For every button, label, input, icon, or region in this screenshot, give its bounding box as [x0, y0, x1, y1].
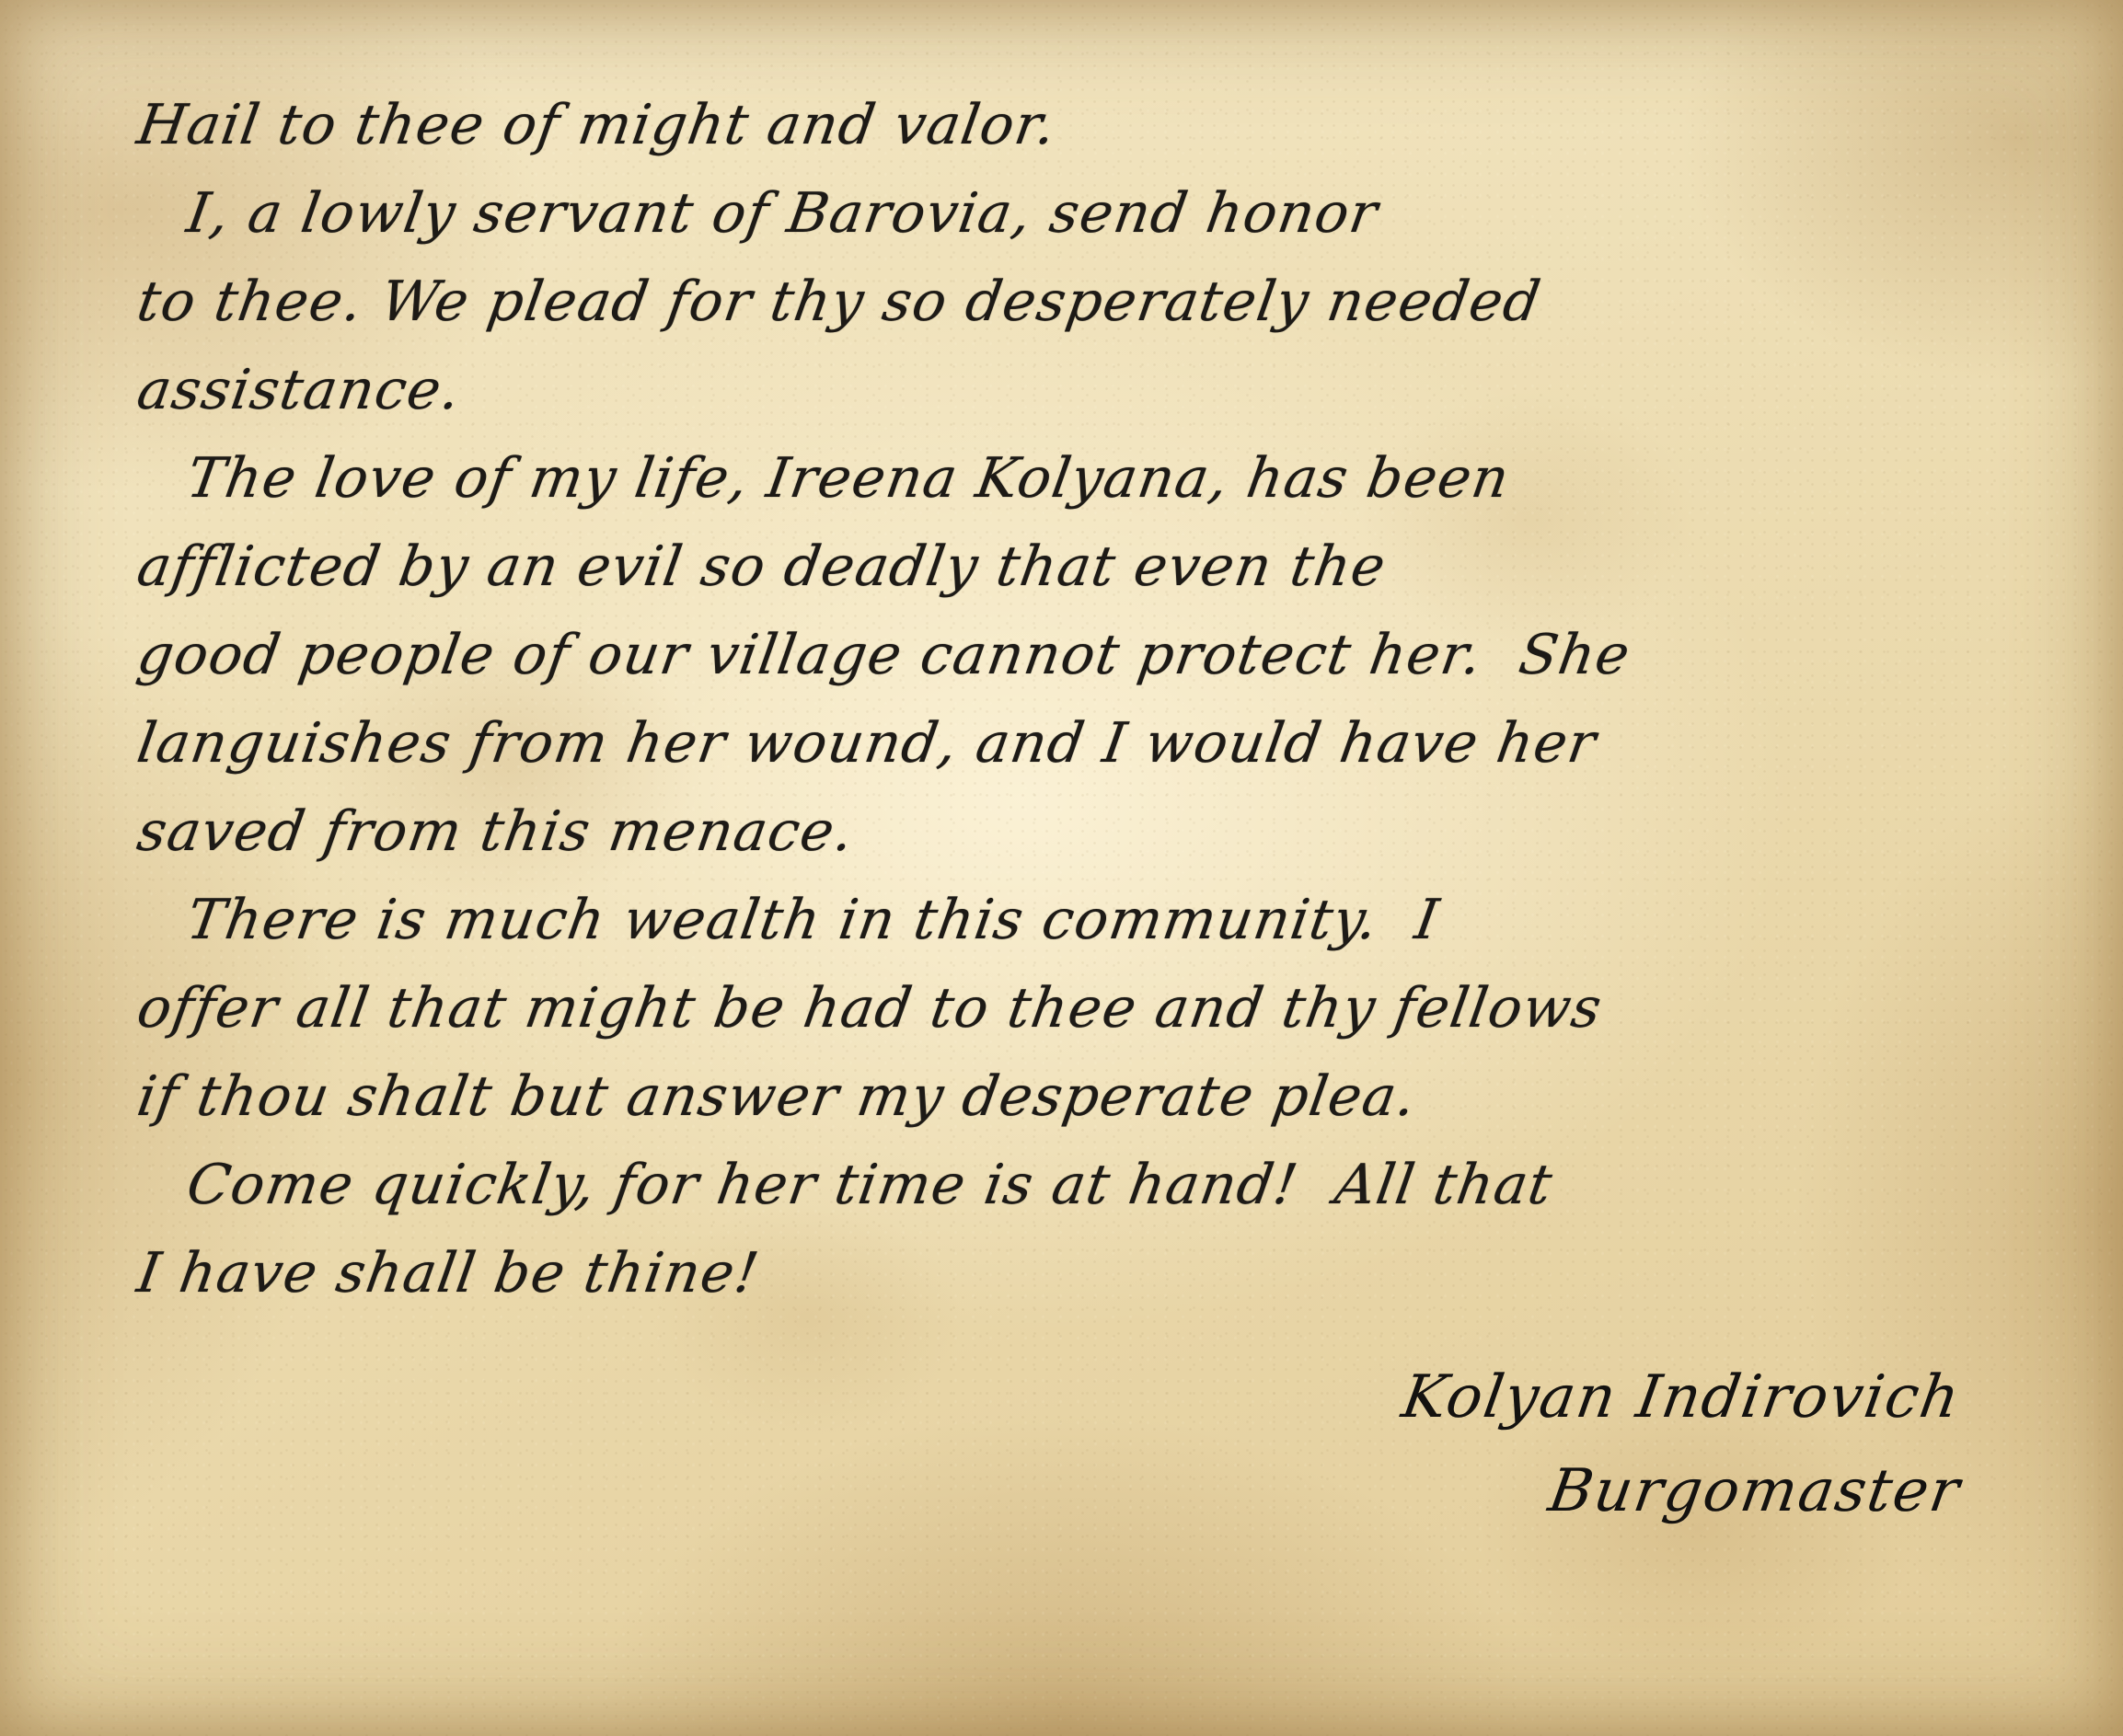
- letter-line: I have shall be thine!: [133, 1241, 765, 1305]
- letter-line: I, a lowly servant of Barovia, send honor: [182, 181, 1383, 246]
- letter-line: Come quickly, for her time is at hand! All that: [182, 1153, 1558, 1217]
- letter-line: Hail to thee of might and valor.: [133, 93, 1061, 157]
- letter-body: [133, 81, 1988, 1673]
- letter-line: languishes from her wound, and I would have her: [133, 711, 1602, 776]
- letter-line: The love of my life, Ireena Kolyana, has been: [182, 446, 1515, 511]
- letter-line: if thou shalt but answer my desperate plea.: [133, 1064, 1422, 1129]
- signature-title: Burgomaster: [1543, 1457, 1966, 1525]
- signature-name: Kolyan Indirovich: [1397, 1363, 1966, 1431]
- letter-line: saved from this menace.: [133, 799, 860, 864]
- letter-line: There is much wealth in this community. I: [182, 888, 1445, 952]
- letter-line: good people of our village cannot protect her. She: [133, 623, 1635, 687]
- letter-line: offer all that might be had to thee and thy fellows: [133, 976, 1608, 1040]
- letter-line: assistance.: [133, 358, 467, 422]
- signature-block: [138, 1351, 1988, 1538]
- letter-line: afflicted by an evil so deadly that even the: [133, 535, 1391, 599]
- letter-line: to thee. We plead for thy so desperately needed: [133, 270, 1546, 334]
